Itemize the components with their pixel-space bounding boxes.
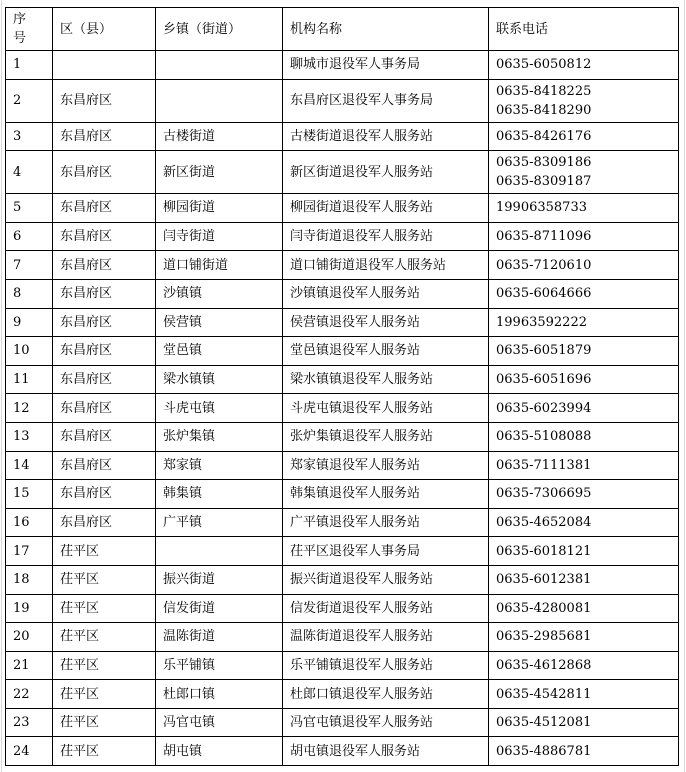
phone-number: 0635-4280081 <box>496 600 592 616</box>
org-cell: 柳园街道退役军人服务站 <box>283 194 489 223</box>
table-row <box>6 151 679 194</box>
table-row <box>6 508 679 537</box>
phone-cell <box>489 565 679 594</box>
phone-number: 0635-6023994 <box>496 400 592 416</box>
header-row <box>6 8 679 51</box>
phone-cell <box>489 222 679 251</box>
header-town: 乡镇（街道） <box>156 8 283 51</box>
org-cell: 胡屯镇退役军人服务站 <box>283 737 489 766</box>
table-row <box>6 565 679 594</box>
org-cell: 侯营镇退役军人服务站 <box>283 308 489 337</box>
table-row <box>6 194 679 223</box>
town-cell: 杜郎口镇 <box>156 680 283 709</box>
phone-number: 0635-8309187 <box>496 174 592 190</box>
seq-cell: 23 <box>6 708 53 737</box>
seq-cell: 5 <box>6 194 53 223</box>
table-row <box>6 251 679 280</box>
org-cell: 茌平区退役军人事务局 <box>283 537 489 566</box>
district-cell: 东昌府区 <box>53 251 156 280</box>
district-cell: 东昌府区 <box>53 308 156 337</box>
table-row <box>6 222 679 251</box>
phone-cell <box>489 508 679 537</box>
seq-cell: 2 <box>6 79 53 122</box>
phone-cell <box>489 422 679 451</box>
table-row <box>6 122 679 151</box>
town-cell: 道口铺街道 <box>156 251 283 280</box>
district-cell: 东昌府区 <box>53 394 156 423</box>
seq-cell: 20 <box>6 623 53 652</box>
table-row <box>6 537 679 566</box>
district-cell: 东昌府区 <box>53 279 156 308</box>
phone-number: 19963592222 <box>496 314 587 330</box>
phone-number: 0635-4512081 <box>496 715 592 731</box>
org-cell: 堂邑镇退役军人服务站 <box>283 337 489 366</box>
seq-cell: 19 <box>6 594 53 623</box>
phone-cell <box>489 151 679 194</box>
table-row <box>6 79 679 122</box>
phone-number: 0635-4612868 <box>496 657 592 673</box>
table-row <box>6 680 679 709</box>
district-cell: 东昌府区 <box>53 451 156 480</box>
town-cell <box>156 537 283 566</box>
district-cell: 东昌府区 <box>53 337 156 366</box>
district-cell: 茌平区 <box>53 623 156 652</box>
town-cell: 冯官屯镇 <box>156 708 283 737</box>
phone-number: 0635-4886781 <box>496 743 592 759</box>
phone-number: 0635-8418225 <box>496 83 592 99</box>
org-cell: 杜郎口镇退役军人服务站 <box>283 680 489 709</box>
seq-cell: 24 <box>6 737 53 766</box>
phone-cell <box>489 365 679 394</box>
phone-cell <box>489 708 679 737</box>
phone-number: 0635-8711096 <box>496 229 592 245</box>
town-cell <box>156 51 283 80</box>
town-cell: 侯营镇 <box>156 308 283 337</box>
phone-cell <box>489 537 679 566</box>
seq-cell: 17 <box>6 537 53 566</box>
town-cell: 新区街道 <box>156 151 283 194</box>
district-cell: 茌平区 <box>53 537 156 566</box>
header-seq-label: 序号 <box>13 12 27 46</box>
phone-number: 0635-6050812 <box>496 57 592 73</box>
district-cell: 茌平区 <box>53 680 156 709</box>
phone-cell <box>489 623 679 652</box>
town-cell: 胡屯镇 <box>156 737 283 766</box>
phone-cell <box>489 79 679 122</box>
town-cell: 柳园街道 <box>156 194 283 223</box>
seq-cell: 16 <box>6 508 53 537</box>
org-cell: 张炉集镇退役军人服务站 <box>283 422 489 451</box>
header-seq <box>6 8 53 51</box>
phone-number: 0635-2985681 <box>496 629 592 645</box>
org-cell: 韩集镇退役军人服务站 <box>283 480 489 509</box>
table-row <box>6 308 679 337</box>
table-row <box>6 594 679 623</box>
district-cell: 茌平区 <box>53 651 156 680</box>
phone-cell <box>489 122 679 151</box>
seq-cell: 18 <box>6 565 53 594</box>
seq-cell: 3 <box>6 122 53 151</box>
phone-number: 0635-6012381 <box>496 572 592 588</box>
org-cell: 冯官屯镇退役军人服务站 <box>283 708 489 737</box>
district-cell: 茌平区 <box>53 708 156 737</box>
phone-cell <box>489 480 679 509</box>
org-cell: 闫寺街道退役军人服务站 <box>283 222 489 251</box>
phone-cell <box>489 594 679 623</box>
seq-cell: 1 <box>6 51 53 80</box>
org-cell: 振兴街道退役军人服务站 <box>283 565 489 594</box>
town-cell: 张炉集镇 <box>156 422 283 451</box>
phone-number: 0635-6051879 <box>496 343 592 359</box>
org-cell: 沙镇镇退役军人服务站 <box>283 279 489 308</box>
table-body <box>6 51 679 766</box>
table-row <box>6 737 679 766</box>
phone-cell <box>489 737 679 766</box>
town-cell: 温陈街道 <box>156 623 283 652</box>
org-cell: 信发街道退役军人服务站 <box>283 594 489 623</box>
table-row <box>6 480 679 509</box>
phone-number: 0635-8418290 <box>496 102 592 118</box>
town-cell: 闫寺街道 <box>156 222 283 251</box>
seq-cell: 8 <box>6 279 53 308</box>
phone-number: 0635-6018121 <box>496 543 592 559</box>
table-row <box>6 51 679 80</box>
town-cell: 沙镇镇 <box>156 279 283 308</box>
phone-number: 0635-8309186 <box>496 155 592 171</box>
district-cell: 茌平区 <box>53 594 156 623</box>
org-cell: 新区街道退役军人服务站 <box>283 151 489 194</box>
phone-number: 19906358733 <box>496 200 587 216</box>
veteran-affairs-contact-table <box>5 7 679 766</box>
town-cell: 信发街道 <box>156 594 283 623</box>
seq-cell: 10 <box>6 337 53 366</box>
town-cell: 古楼街道 <box>156 122 283 151</box>
seq-cell: 6 <box>6 222 53 251</box>
org-cell: 东昌府区退役军人事务局 <box>283 79 489 122</box>
district-cell: 东昌府区 <box>53 122 156 151</box>
district-cell: 东昌府区 <box>53 365 156 394</box>
district-cell <box>53 51 156 80</box>
header-district: 区（县） <box>53 8 156 51</box>
phone-number: 0635-7111381 <box>496 457 592 473</box>
phone-number: 0635-6064666 <box>496 286 592 302</box>
table-row <box>6 394 679 423</box>
org-cell: 聊城市退役军人事务局 <box>283 51 489 80</box>
seq-cell: 22 <box>6 680 53 709</box>
table-row <box>6 651 679 680</box>
district-cell: 东昌府区 <box>53 79 156 122</box>
seq-cell: 21 <box>6 651 53 680</box>
phone-number: 0635-7120610 <box>496 257 592 273</box>
phone-number: 0635-6051696 <box>496 372 592 388</box>
district-cell: 东昌府区 <box>53 151 156 194</box>
phone-cell <box>489 308 679 337</box>
town-cell: 郑家镇 <box>156 451 283 480</box>
header-phone: 联系电话 <box>489 8 679 51</box>
seq-cell: 15 <box>6 480 53 509</box>
phone-number: 0635-4542811 <box>496 686 592 702</box>
org-cell: 郑家镇退役军人服务站 <box>283 451 489 480</box>
district-cell: 东昌府区 <box>53 194 156 223</box>
phone-cell <box>489 51 679 80</box>
org-cell: 斗虎屯镇退役军人服务站 <box>283 394 489 423</box>
phone-cell <box>489 251 679 280</box>
phone-cell <box>489 194 679 223</box>
town-cell: 广平镇 <box>156 508 283 537</box>
seq-cell: 13 <box>6 422 53 451</box>
page-boundary-left <box>1 0 2 772</box>
district-cell: 茌平区 <box>53 737 156 766</box>
seq-cell: 14 <box>6 451 53 480</box>
town-cell: 梁水镇镇 <box>156 365 283 394</box>
district-cell: 东昌府区 <box>53 222 156 251</box>
town-cell: 韩集镇 <box>156 480 283 509</box>
seq-cell: 4 <box>6 151 53 194</box>
page-boundary-right <box>684 0 685 772</box>
phone-number: 0635-4652084 <box>496 515 592 531</box>
district-cell: 茌平区 <box>53 565 156 594</box>
table-row <box>6 365 679 394</box>
org-cell: 古楼街道退役军人服务站 <box>283 122 489 151</box>
table-row <box>6 337 679 366</box>
town-cell <box>156 79 283 122</box>
seq-cell: 11 <box>6 365 53 394</box>
town-cell: 斗虎屯镇 <box>156 394 283 423</box>
table-row <box>6 279 679 308</box>
seq-cell: 9 <box>6 308 53 337</box>
org-cell: 温陈街道退役军人服务站 <box>283 623 489 652</box>
district-cell: 东昌府区 <box>53 422 156 451</box>
phone-cell <box>489 451 679 480</box>
phone-number: 0635-7306695 <box>496 486 592 502</box>
seq-cell: 7 <box>6 251 53 280</box>
table-row <box>6 708 679 737</box>
town-cell: 堂邑镇 <box>156 337 283 366</box>
phone-number: 0635-8426176 <box>496 128 592 144</box>
org-cell: 道口铺街道退役军人服务站 <box>283 251 489 280</box>
table-row <box>6 422 679 451</box>
town-cell: 振兴街道 <box>156 565 283 594</box>
org-cell: 广平镇退役军人服务站 <box>283 508 489 537</box>
table-row <box>6 623 679 652</box>
phone-cell <box>489 337 679 366</box>
district-cell: 东昌府区 <box>53 480 156 509</box>
phone-cell <box>489 394 679 423</box>
town-cell: 乐平铺镇 <box>156 651 283 680</box>
phone-cell <box>489 279 679 308</box>
header-org: 机构名称 <box>283 8 489 51</box>
phone-number: 0635-5108088 <box>496 429 592 445</box>
table-row <box>6 451 679 480</box>
phone-cell <box>489 651 679 680</box>
phone-cell <box>489 680 679 709</box>
org-cell: 乐平铺镇退役军人服务站 <box>283 651 489 680</box>
district-cell: 东昌府区 <box>53 508 156 537</box>
seq-cell: 12 <box>6 394 53 423</box>
org-cell: 梁水镇镇退役军人服务站 <box>283 365 489 394</box>
